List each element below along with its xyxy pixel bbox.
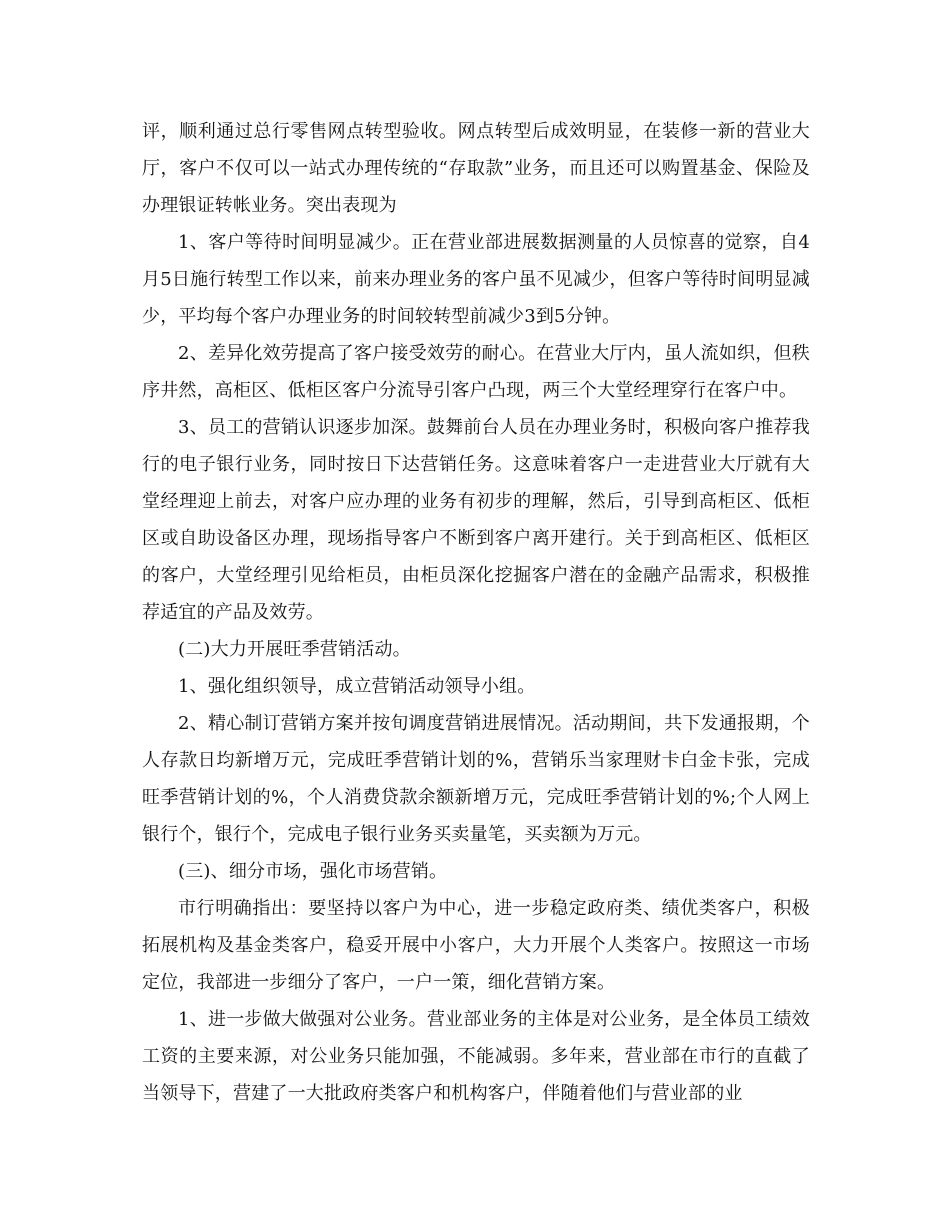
- paragraph-organization-leadership: 1、强化组织领导，成立营销活动领导小组。: [178, 676, 536, 697]
- paragraph-continuation: 评，顺利通过总行零售网点转型验收。网点转型后成效明显，在装修一新的营业大厅，客户不仅可以一站式办理传统的“存取款”业务，而且还可以购置基金、保险及办理银证转帐业务。突出表现为: [142, 121, 810, 216]
- paragraph-item-2-differentiated-service: 2、差异化效劳提高了客户接受效劳的耐心。在营业大厅内，虽人流如织，但秩序井然，高柜区、低柜区客户分流导引客户凸现，两三个大堂经理穿行在客户中。: [142, 343, 810, 401]
- paragraph-item-1-waiting-time: 1、客户等待时间明显减少。正在营业部进展数据测量的人员惊喜的觉察，自4月5日施行转型工作以来，前来办理业务的客户虽不见减少，但客户等待时间明显减少，平均每个客户办理业务的时间较转型前减少3到5分钟。: [142, 232, 810, 327]
- section-heading-2: (二)大力开展旺季营销活动。: [178, 639, 411, 660]
- document-body: [142, 113, 810, 1112]
- paragraph-marketing-plan: 2、精心制订营销方案并按旬调度营销进展情况。活动期间，共下发通报期，个人存款日均新增万元，完成旺季营销计划的%，营销乐当家理财卡白金卡张，完成旺季营销计划的%，个人消费贷款余额新增万元，完成旺季营销计划的%;个人网上银行个，银行个，完成电子银行业务买卖量笔，买卖额为万元。: [142, 713, 810, 845]
- paragraph-corporate-business: 1、进一步做大做强对公业务。营业部业务的主体是对公业务，是全体员工绩效工资的主要来源，对公业务只能加强，不能减弱。多年来，营业部在市行的直截了当领导下，营建了一大批政府类客户和机构客户，伴随着他们与营业部的业: [142, 1009, 810, 1104]
- paragraph-market-positioning: 市行明确指出：要坚持以客户为中心，进一步稳定政府类、绩优类客户，积极拓展机构及基金类客户，稳妥开展中小客户，大力开展个人类客户。按照这一市场定位，我部进一步细分了客户，一户一策，细化营销方案。: [142, 898, 810, 993]
- paragraph-item-3-marketing-awareness: 3、员工的营销认识逐步加深。鼓舞前台人员在办理业务时，积极向客户推荐我行的电子银行业务，同时按日下达营销任务。这意味着客户一走进营业大厅就有大堂经理迎上前去，对客户应办理的业务有初步的理解，然后，引导到高柜区、低柜区或自助设备区办理，现场指导客户不断到客户离开建行。关于到高柜区、低柜区的客户，大堂经理引见给柜员，由柜员深化挖掘客户潜在的金融产品需求，积极推荐适宜的产品及效劳。: [142, 417, 810, 623]
- section-heading-3: (三)、细分市场，强化市场营销。: [178, 861, 448, 882]
